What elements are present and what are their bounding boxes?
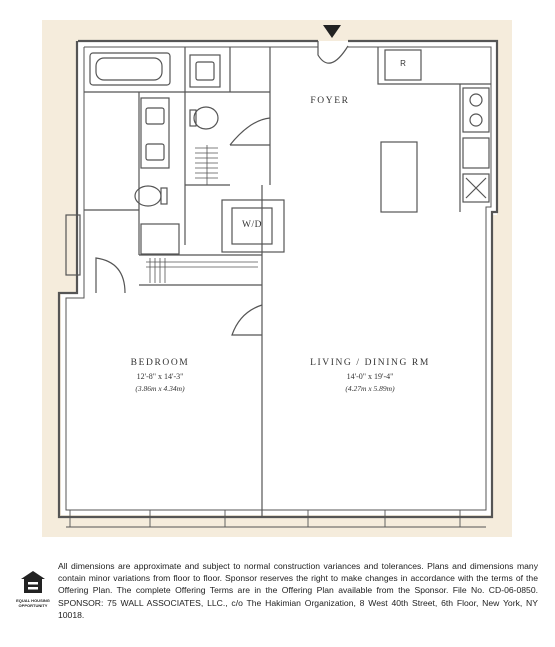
- laundry-name: W/D: [242, 220, 262, 230]
- fridge-label: [385, 59, 421, 68]
- equal-housing-line1: EQUAL HOUSING: [16, 598, 50, 603]
- fridge-mark: R: [400, 59, 406, 68]
- unit-interior: [61, 41, 497, 515]
- living-name: LIVING / DINING RM: [310, 358, 430, 368]
- bedroom-name: BEDROOM: [130, 358, 190, 368]
- bedroom-dimensions: 12'-8" x 14'-3": [136, 372, 184, 381]
- house-icon: [20, 570, 46, 594]
- living-metric: (4.27m x 5.89m): [345, 384, 395, 393]
- living-dimensions: 14'-0" x 19'-4": [346, 372, 394, 381]
- bedroom-metric: (3.86m x 4.34m): [135, 384, 185, 393]
- equal-housing-caption: [14, 599, 52, 608]
- equal-housing-line2: OPPORTUNITY: [18, 602, 48, 608]
- entry-arrow: [323, 25, 341, 38]
- bedroom-label: [95, 358, 225, 393]
- laundry-label: [232, 220, 272, 230]
- foyer-label: [300, 96, 360, 106]
- disclaimer-text: All dimensions are approximate and subject to normal construction variances and tolerances. Plans and dimensions many contain minor variations from floor to floor. Sponsor reserves the right to make changes in accordance with the terms of the Offering Plan. The complete Offering Terms are in the Offering Plan available from the Sponsor. File No. CD-06-0850. SPONSOR: 75 WALL ASSOCIATES, LLC., c/o The Hakimian Organization, 8 West 40th Street, 6th Floor, New York, NY 10018.: [58, 561, 538, 620]
- foyer-name: FOYER: [310, 96, 350, 106]
- equal-housing-logo: [14, 570, 52, 608]
- living-label: [290, 358, 450, 393]
